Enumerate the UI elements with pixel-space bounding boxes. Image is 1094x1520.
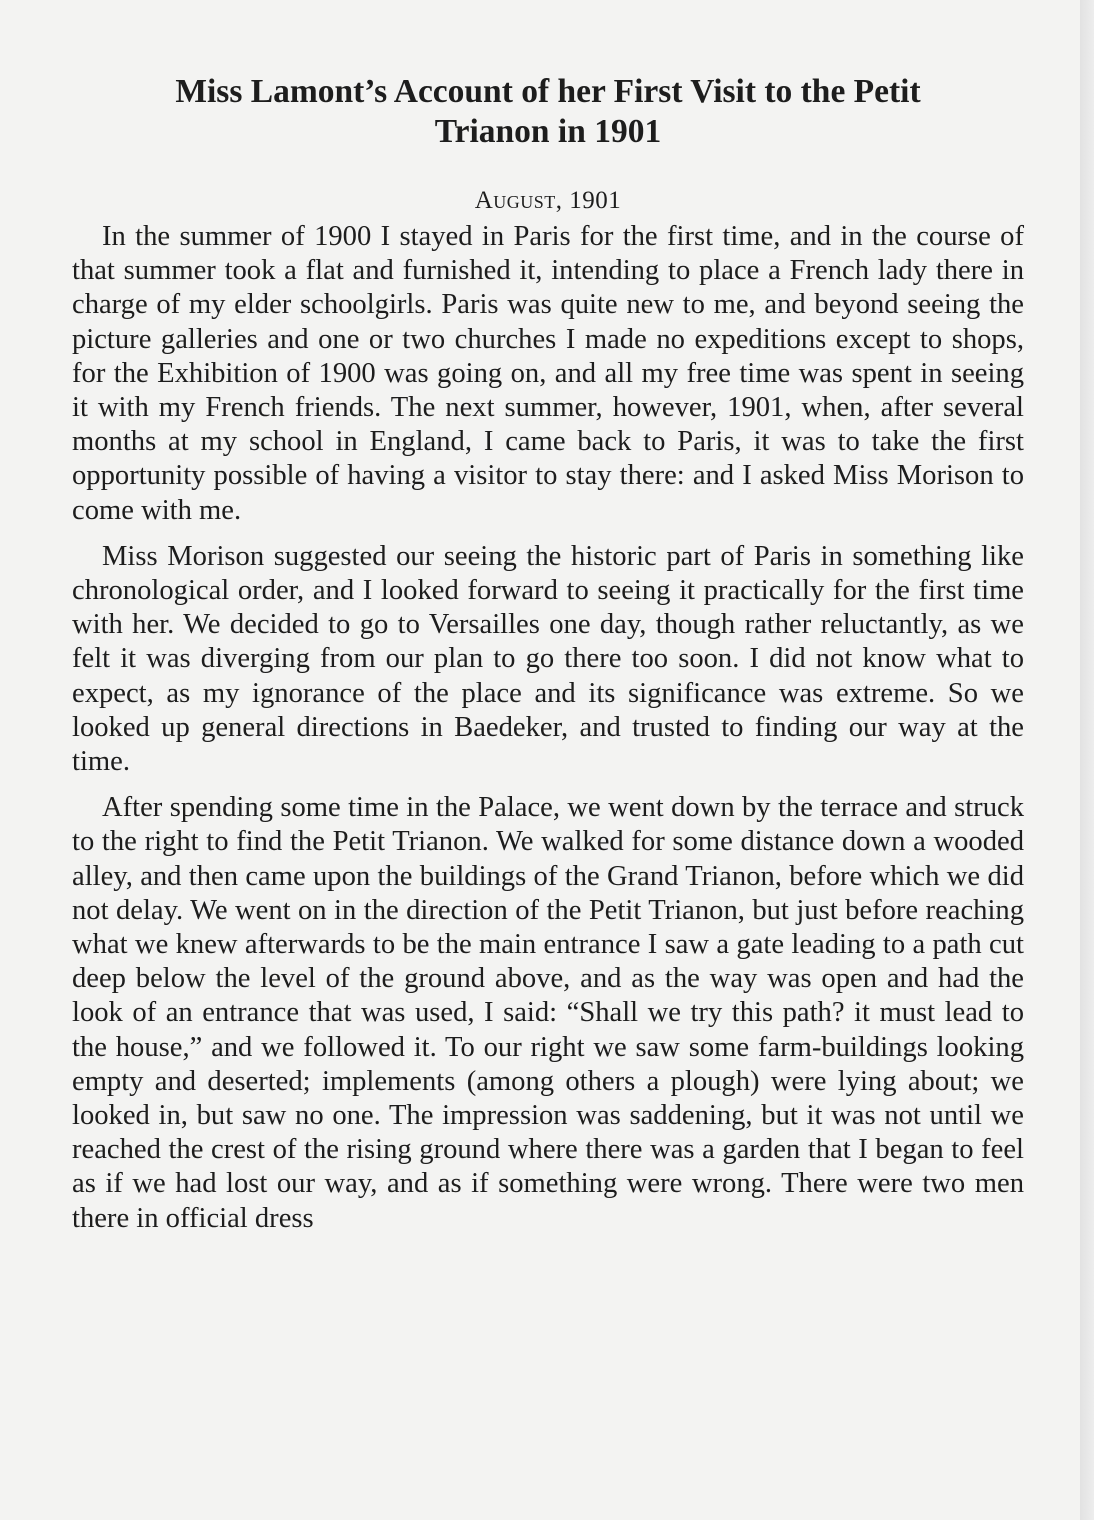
paragraph-3: After spending some time in the Palace, we went down by the terrace and struck to the right to find the Petit Trianon. We walked for some distance down a wooded alley, and then came upon the buildings of the Grand Trianon, before which we did not delay. We went on in the direction of the Petit Trianon, but just before reaching what we knew afterwards to be the main entrance I saw a gate leading to a path cut deep below the level of the ground above, and as the way was open and had the look of an entrance that was used, I said: “Shall we try this path? it must lead to the house,” and we followed it. To our right we saw some farm-buildings looking empty and deserted; implements (among others a plough) were lying about; we looked in, but saw no one. The impression was saddening, but it was not until we reached the crest of the rising ground where there was a garden that I began to feel as if we had lost our way, and as if something were wrong. There were two men there in official dress xyxy=(72,792,1024,1234)
paragraph-2: Miss Morison suggested our seeing the historic part of Paris in something like chronological order, and I looked forward to seeing it practically for the first time with her. We decided to go to Versailles one day, though rather reluctantly, as we felt it was diverging from our plan to go there too soon. I did not know what to expect, as my ignorance of the place and its significance was extreme. So we looked up general directions in Baedeker, and trusted to finding our way at the time. xyxy=(72,540,1024,778)
paragraph-1: In the summer of 1900 I stayed in Paris for the first time, and in the course of that summer took a flat and furnished it, intending to place a French lady there in charge of my elder schoolgirls. Paris was quite new to me, and beyond seeing the picture galleries and one or two churches I made no expeditions except to shops, for the Exhibition of 1900 was going on, and all my free time was spent in seeing it with my French friends. The next summer, however, 1901, when, after several months at my school in England, I came back to Paris, it was to take the first opportunity possible of having a visitor to stay there: and I asked Miss Morison to come with me. xyxy=(72,221,1024,526)
chapter-title-line-1: Miss Lamont’s Account of her First Visit to the Petit xyxy=(175,73,921,110)
chapter-title xyxy=(72,72,1024,152)
chapter-date: August, 1901 xyxy=(474,187,622,214)
page-edge xyxy=(1080,0,1094,1520)
page-content xyxy=(72,72,1024,1236)
chapter-title-line-2: Trianon in 1901 xyxy=(434,113,662,150)
